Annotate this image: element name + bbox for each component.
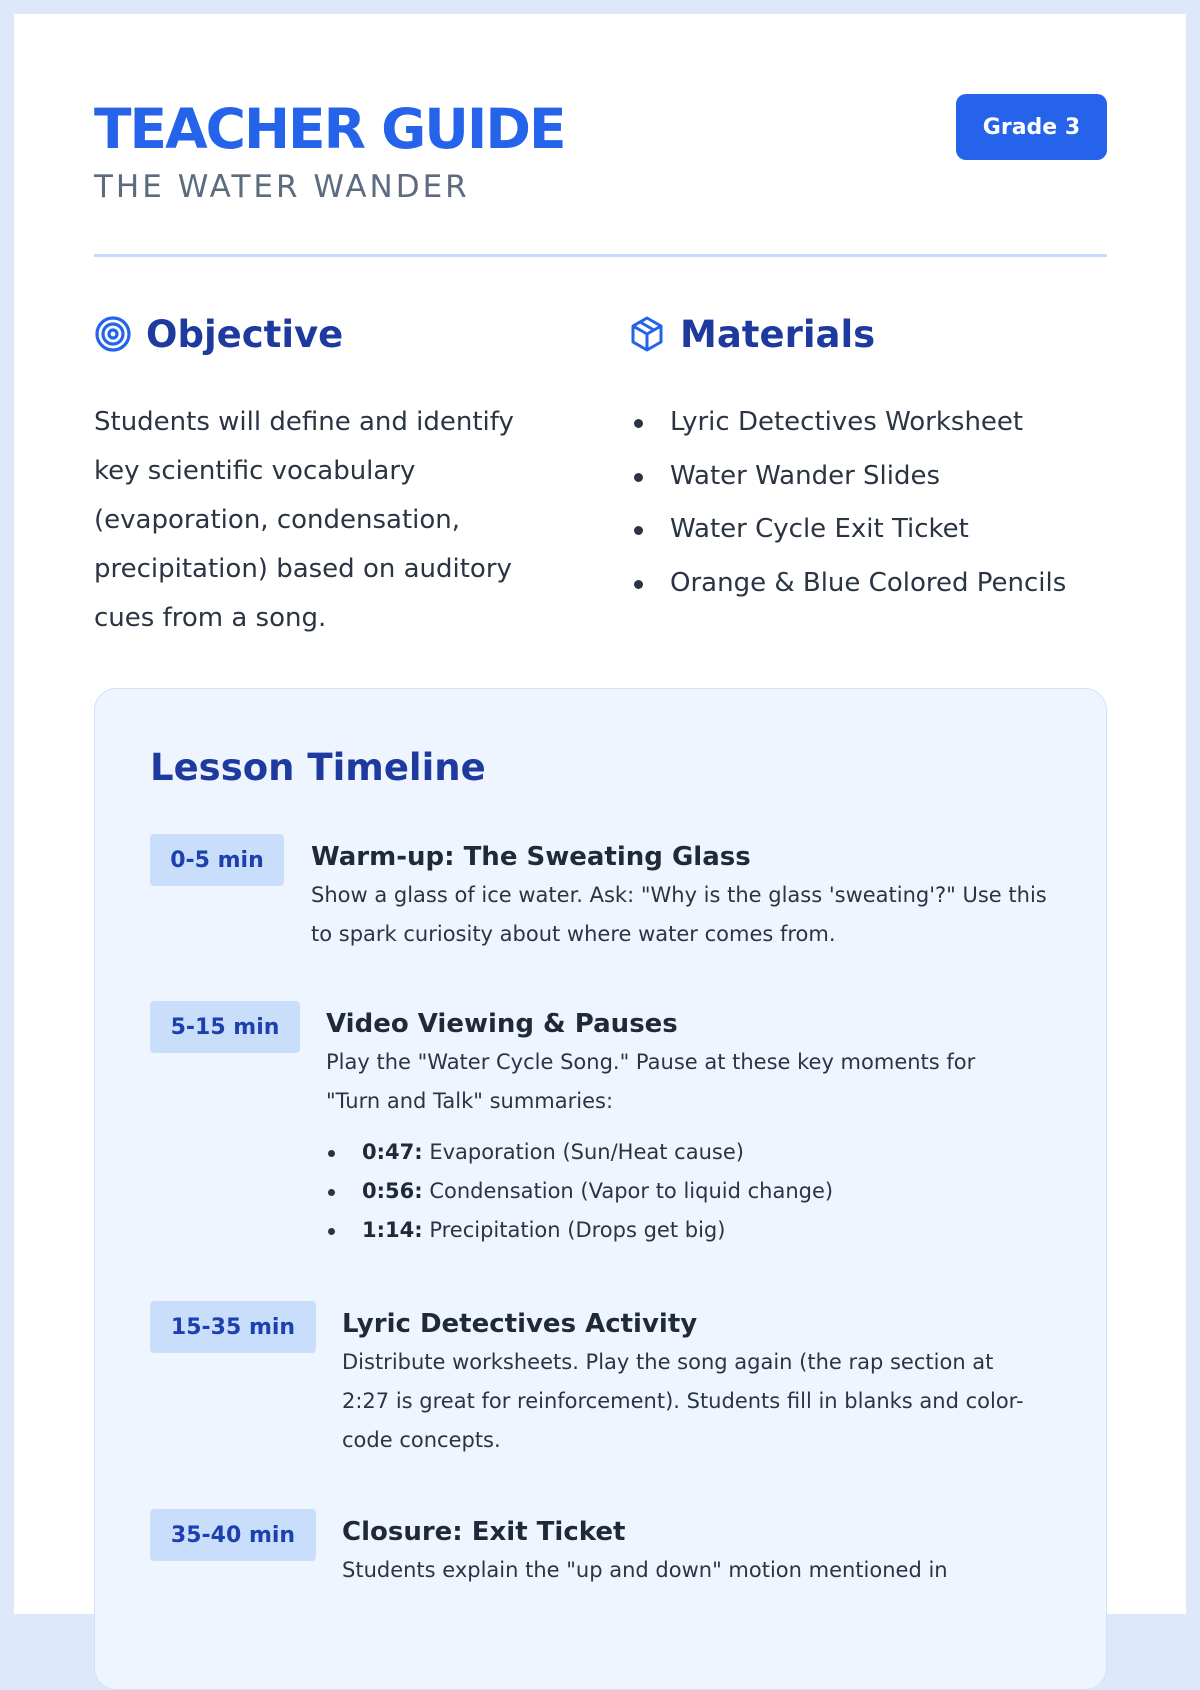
timeline-item-title: Lyric Detectives Activity — [342, 1309, 698, 1339]
objective-section — [94, 310, 544, 643]
timeline-item-description: Play the "Water Cycle Song." Pause at these key moments for "Turn and Talk" summaries: — [326, 1050, 976, 1113]
time-badge: 5-15 min — [150, 1001, 300, 1053]
timeline-item-description: Distribute worksheets. Play the song again (the rap section at 2:27 is great for reinforcement). Students fill in blanks and color-code concepts. — [342, 1350, 1024, 1452]
time-badge: 0-5 min — [150, 834, 284, 886]
timeline-item-title: Video Viewing & Pauses — [326, 1009, 678, 1039]
box-icon — [628, 315, 666, 353]
moment-text: Evaporation (Sun/Heat cause) — [422, 1140, 744, 1164]
timeline-item-description: Students explain the "up and down" motion mentioned in — [342, 1558, 948, 1582]
moment-text: Precipitation (Drops get big) — [422, 1218, 726, 1242]
objective-heading: Objective — [146, 312, 344, 356]
list-item: Water Wander Slides — [628, 450, 1107, 504]
list-item — [326, 1211, 1036, 1250]
time-badge: 35-40 min — [150, 1509, 316, 1561]
materials-section — [628, 310, 1107, 610]
list-item — [326, 1172, 1036, 1211]
page-title: TEACHER GUIDE — [94, 97, 565, 161]
guide-page — [14, 14, 1186, 1614]
timeline-item-title: Warm-up: The Sweating Glass — [311, 842, 751, 872]
timestamp: 0:47: — [362, 1140, 423, 1164]
list-item: Lyric Detectives Worksheet — [628, 396, 1107, 450]
timeline-item-title: Closure: Exit Ticket — [342, 1517, 626, 1547]
page-subtitle: THE WATER WANDER — [94, 169, 470, 205]
timestamp: 1:14: — [362, 1218, 423, 1242]
moment-text: Condensation (Vapor to liquid change) — [422, 1179, 834, 1203]
list-item: Water Cycle Exit Ticket — [628, 503, 1107, 557]
timeline-item-description: Show a glass of ice water. Ask: "Why is the glass 'sweating'?" Use this to spark curiosity about where water comes from. — [311, 883, 1047, 946]
list-item — [326, 1133, 1036, 1172]
guide-header — [94, 14, 1107, 270]
objective-text: Students will define and identify key scientific vocabulary (evaporation, condensation, precipitation) based on auditory cues from a song. — [94, 407, 514, 633]
timeline-heading: Lesson Timeline — [150, 746, 486, 789]
grade-badge: Grade 3 — [956, 94, 1107, 160]
target-icon — [94, 315, 132, 353]
time-badge: 15-35 min — [150, 1301, 316, 1353]
header-divider — [94, 254, 1107, 257]
pause-moments-list — [326, 1133, 1036, 1250]
materials-heading: Materials — [680, 312, 876, 356]
lesson-timeline-panel — [94, 688, 1107, 1690]
timestamp: 0:56: — [362, 1179, 423, 1203]
materials-list — [628, 396, 1107, 610]
list-item: Orange & Blue Colored Pencils — [628, 557, 1107, 611]
